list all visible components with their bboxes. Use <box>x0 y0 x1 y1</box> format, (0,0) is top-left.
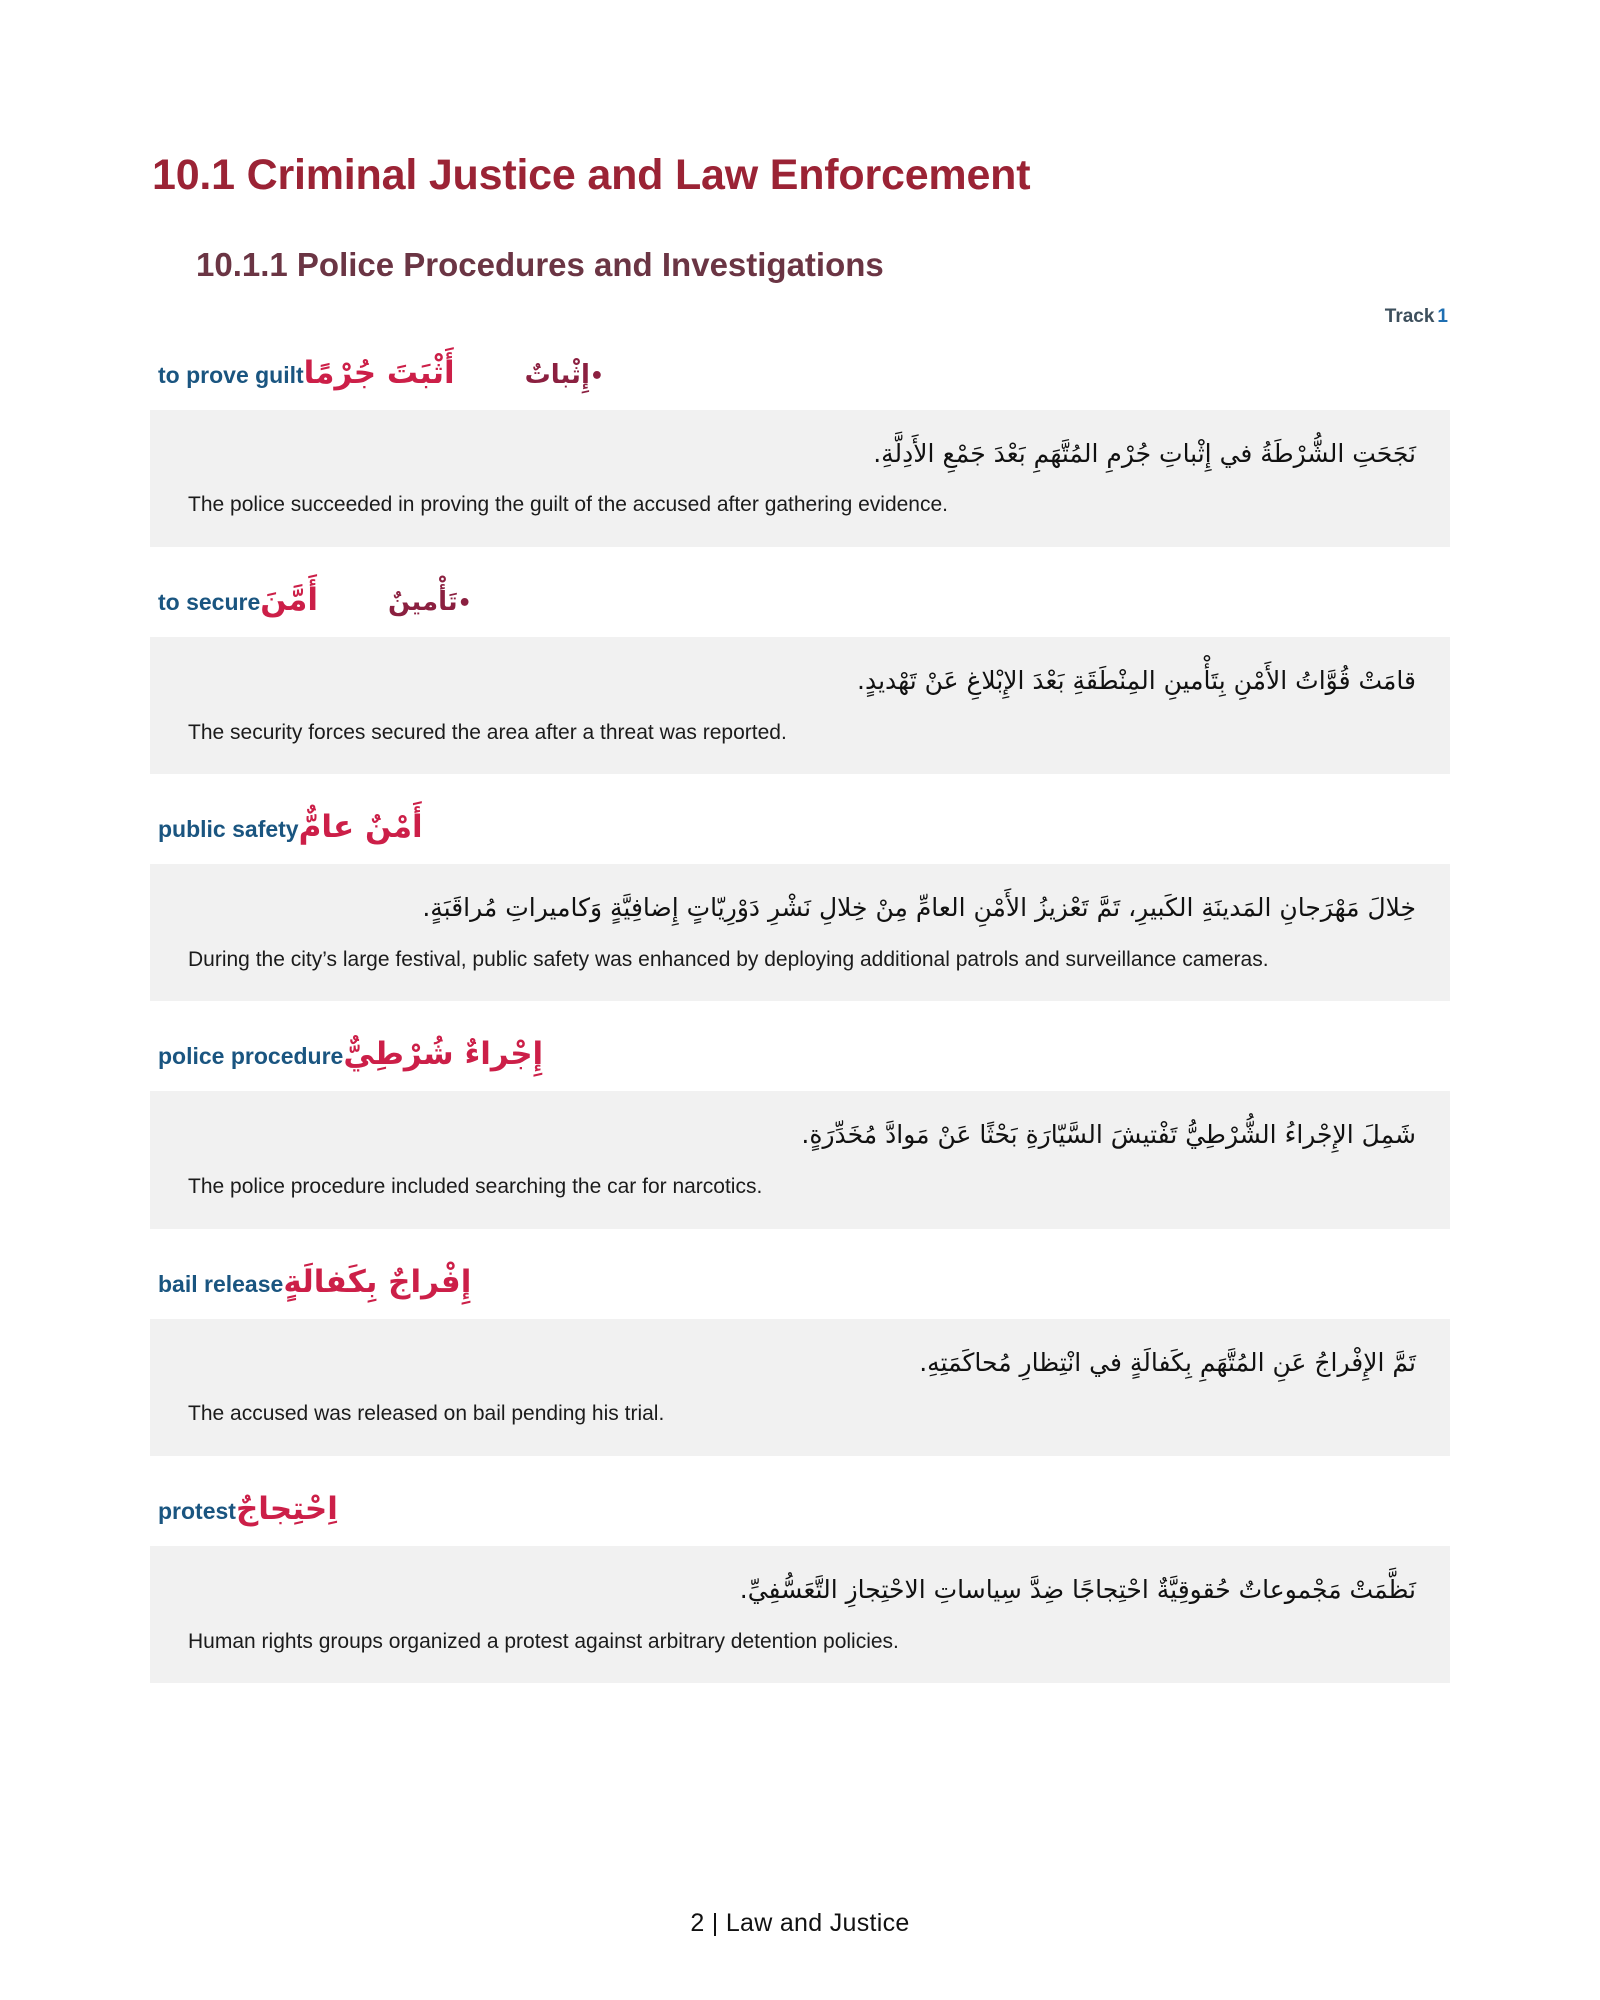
page-footer: 2 | Law and Justice <box>690 1909 910 1937</box>
entry-example-block <box>150 1091 1450 1228</box>
track-number: 1 <box>1437 305 1448 327</box>
entry-english-gloss: police procedure <box>158 1043 344 1070</box>
arabic-headword-group <box>343 1035 1446 1074</box>
vocabulary-entry <box>150 1490 1450 1683</box>
example-arabic-sentence: نَظَّمَتْ مَجْموعاتٌ حُقوقِيَّةٌ احْتِجاجًا ضِدَّ سِياساتِ الاحْتِجازِ التَّعَسُّفِيِّ. <box>739 1574 1416 1604</box>
section-subtitle: 10.1.1 Police Procedures and Investigations <box>196 246 884 284</box>
example-arabic-sentence: نَجَحَتِ الشُّرْطَةُ في إِثْباتِ جُرْمِ المُتَّهَمِ بَعْدَ جَمْعِ الأَدِلَّةِ. <box>873 438 1416 468</box>
page-title: 10.1 Criminal Justice and Law Enforcement <box>152 151 1031 199</box>
entry-secondary-form <box>525 359 614 392</box>
entry-header <box>150 354 1450 410</box>
entry-secondary-form <box>388 586 482 619</box>
entry-english-gloss: bail release <box>158 1270 284 1297</box>
entry-english-gloss: protest <box>158 1497 236 1524</box>
entry-header <box>150 1263 1450 1319</box>
bullet-icon: • <box>589 363 604 389</box>
example-english-translation: The accused was released on bail pending his trial. <box>188 1402 665 1426</box>
entry-example-block <box>150 410 1450 547</box>
arabic-headword-group <box>236 1490 1446 1529</box>
bullet-icon: • <box>457 590 472 616</box>
entry-example-block <box>150 864 1450 1001</box>
entry-secondary-text: تَأْمينٌ <box>387 586 458 617</box>
entry-arabic-headword: أَمْنٌ عامٌّ <box>298 809 423 846</box>
entry-header <box>150 1035 1450 1091</box>
entry-arabic-headword: أَثْبَتَ جُرْمًا <box>303 354 455 391</box>
example-english-translation: The security forces secured the area after a threat was reported. <box>188 720 787 744</box>
vocabulary-entry-list <box>0 354 1600 1684</box>
entry-english-gloss: public safety <box>158 816 299 843</box>
track-word: Track <box>1384 305 1435 327</box>
entry-arabic-headword: إِجْراءٌ شُرْطِيٌّ <box>343 1036 544 1073</box>
example-english-translation: During the city’s large festival, public safety was enhanced by deploying additional patrols and surveillance cameras. <box>188 947 1269 971</box>
example-arabic-sentence: خِلالَ مَهْرَجانِ المَدينَةِ الكَبيرِ، تَمَّ تَعْزيزُ الأَمْنِ العامِّ مِنْ خِلالِ نَشْرِ دَوْرِيّاتٍ إِضافِيَّةٍ وَكاميراتِ مُراقَبَةٍ. <box>422 893 1416 923</box>
entry-header <box>150 581 1450 637</box>
entry-english-gloss: to secure <box>158 588 261 615</box>
entry-example-block <box>150 1546 1450 1683</box>
entry-header <box>150 808 1450 864</box>
example-arabic-sentence: تَمَّ الإِفْراجُ عَنِ المُتَّهَمِ بِكَفالَةٍ في انْتِظارِ مُحاكَمَتِهِ. <box>919 1347 1416 1377</box>
example-arabic-sentence: شَمِلَ الإِجْراءُ الشُّرْطِيُّ تَفْتيشَ السَّيّارَةِ بَحْثًا عَنْ مَوادَّ مُخَدِّرَةٍ. <box>801 1120 1416 1150</box>
vocabulary-entry <box>150 354 1450 547</box>
entry-arabic-headword: إِفْراجٌ بِكَفالَةٍ <box>283 1263 472 1300</box>
example-arabic-sentence: قامَتْ قُوَّاتُ الأَمْنِ بِتَأْمينِ المِنْطَقَةِ بَعْدَ الإِبْلاغِ عَنْ تَهْديدٍ. <box>857 665 1416 695</box>
entry-header <box>150 1490 1450 1546</box>
entry-arabic-headword: اِحْتِجاجٌ <box>235 1490 338 1527</box>
entry-secondary-text: إِثْباتٌ <box>524 359 590 390</box>
vocabulary-entry <box>150 1263 1450 1456</box>
entry-example-block <box>150 1319 1450 1456</box>
arabic-headword-group <box>304 354 1446 393</box>
vocabulary-entry <box>150 1035 1450 1228</box>
arabic-headword-group <box>299 808 1446 847</box>
entry-arabic-headword: أَمَّنَ <box>260 581 318 618</box>
example-english-translation: The police succeeded in proving the guilt of the accused after gathering evidence. <box>188 493 948 517</box>
entry-example-block <box>150 637 1450 774</box>
entry-english-gloss: to prove guilt <box>158 361 304 388</box>
vocabulary-entry <box>150 581 1450 774</box>
vocabulary-entry <box>150 808 1450 1001</box>
example-english-translation: Human rights groups organized a protest against arbitrary detention policies. <box>188 1629 899 1653</box>
arabic-headword-group <box>260 581 1446 620</box>
track-label <box>0 284 1600 328</box>
arabic-headword-group <box>283 1263 1446 1302</box>
example-english-translation: The police procedure included searching the car for narcotics. <box>188 1175 763 1199</box>
